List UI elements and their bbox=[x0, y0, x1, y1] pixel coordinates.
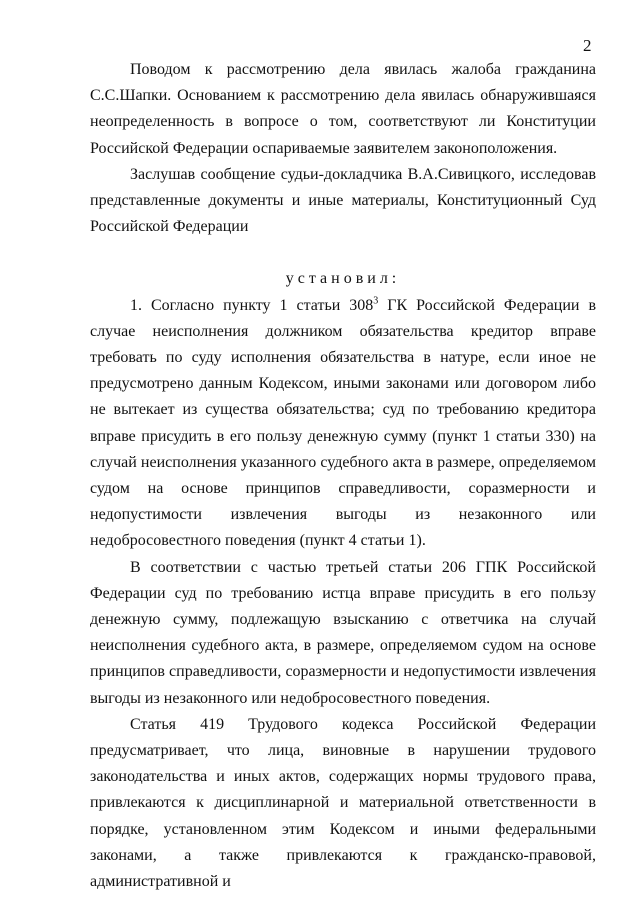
paragraph-civil-procedure-code: В соответствии с частью третьей статьи 206 ГПК Российской Федерации суд по требованию истца вправе присудить в его пользу денежную сумму, подлежащую взысканию с ответчика на случай неисполнения судебного акта, в размере, определяемом судом на основе принципов справедливости, соразмерности и недопустимости извлечения выгоды из незаконного или недобросовестного поведения. bbox=[90, 558, 596, 707]
page-number: 2 bbox=[583, 36, 592, 55]
paragraph-complaint: Поводом к рассмотрению дела явилась жалоба гражданина С.С.Шапки. Основанием к рассмотрению дела явилась обнаружившаяся неопределенность в вопросе о том, соответствуют ли Конституции Российской Федерации оспариваемые заявителем законоположения. bbox=[90, 61, 596, 157]
paragraph-hearing: Заслушав сообщение судьи-докладчика В.А.Сивицкого, исследовав представленные документы и иные материалы, Конституционный Суд Российской Федерации bbox=[90, 165, 596, 236]
document-body bbox=[90, 57, 596, 895]
spacer bbox=[90, 240, 596, 266]
paragraph-civil-code-start: 1. Согласно пункту 1 статьи 308 bbox=[130, 296, 374, 314]
section-heading: установил: bbox=[285, 270, 401, 288]
article-superscript: 3 bbox=[373, 295, 379, 307]
paragraph-labour-code: Статья 419 Трудового кодекса Российской Федерации предусматривает, что лица, виновные в нарушении трудового законодательства и иных актов, содержащих нормы трудового права, привлекаются к дисциплинарной и материальной ответственности в порядке, установленном этим Кодексом и иными федеральными законами, а также привлекаются к гражданско-правовой, административной и bbox=[90, 715, 596, 891]
paragraph-civil-code-rest: ГК Российской Федерации в случае неисполнения должником обязательства кредитор вправе требовать по суду исполнения обязательства в натуре, если иное не предусмотрено данным Кодексом, иными законами или договором либо не вытекает из существа обязательства; суд по требованию кредитора вправе присудить в его пользу денежную сумму (пункт 1 статьи 330) на случай неисполнения указанного судебного акта в размере, определяемом судом на основе принципов справедливости, соразмерности и недопустимости извлечения выгоды из незаконного или недобросовестного поведения (пункт 4 статьи 1). bbox=[90, 296, 597, 550]
paragraph-civil-code bbox=[90, 293, 596, 555]
